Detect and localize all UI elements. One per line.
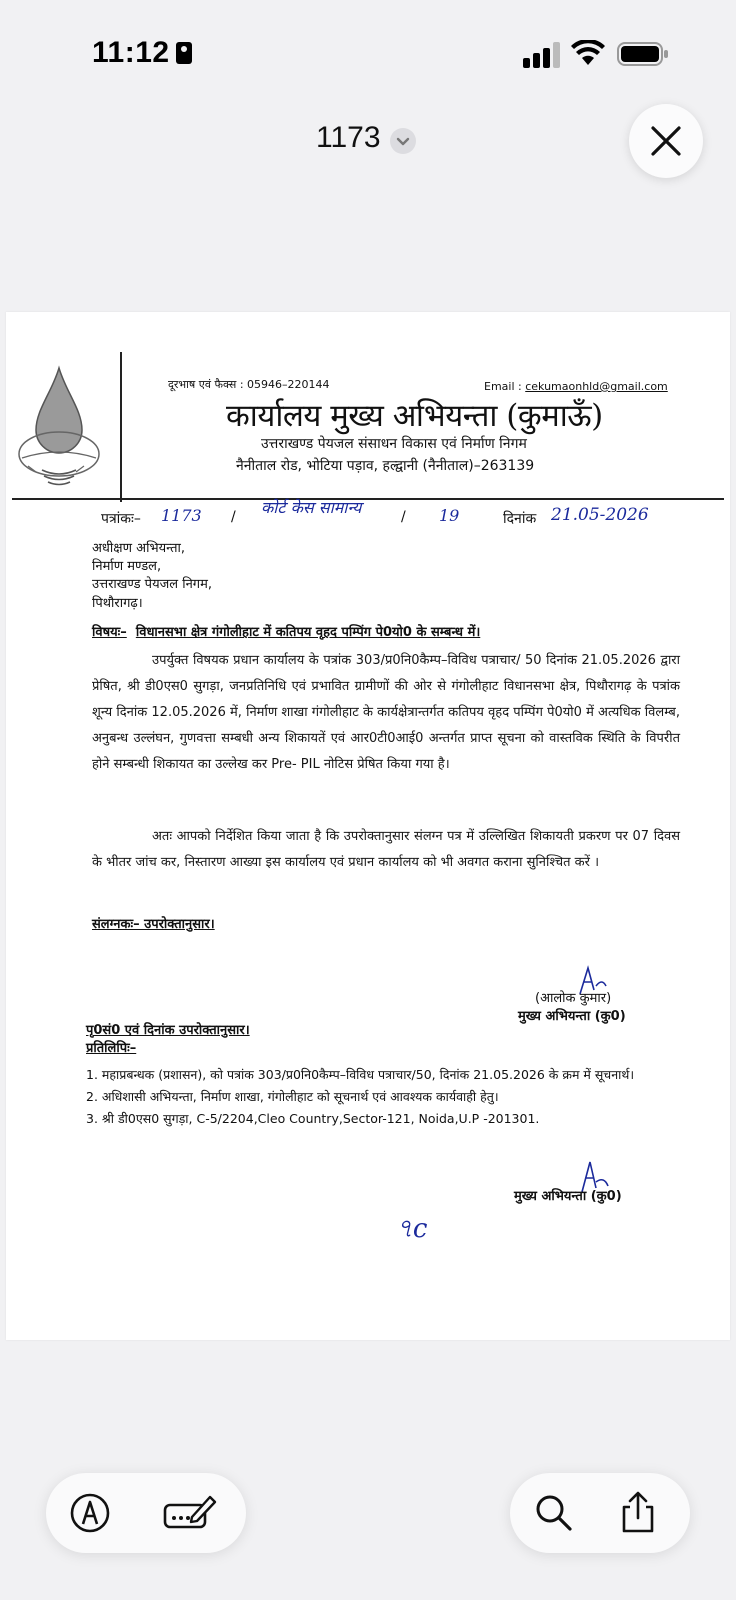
battery-icon (617, 42, 669, 66)
action-toolbar (510, 1473, 690, 1553)
copies-list (86, 1064, 674, 1130)
office-address: नैनीताल रोड, भोटिया पड़ाव, हल्द्वानी (नैनीताल)–263139 (236, 458, 535, 474)
ref-slash: / (401, 509, 406, 525)
close-icon (650, 125, 682, 157)
reference-row (101, 498, 721, 536)
jal-nigam-logo-icon (14, 362, 104, 490)
recipient-line: उत्तराखण्ड पेयजल निगम, (92, 577, 213, 593)
fill-and-sign-button[interactable] (162, 1491, 218, 1535)
markup-pen-icon (68, 1491, 112, 1535)
ref-label: पत्रांकः– (101, 511, 141, 527)
close-button[interactable] (629, 104, 703, 178)
signatory-name: (आलोक कुमार) (535, 991, 612, 1006)
badge-icon (176, 42, 192, 64)
email-line (484, 380, 668, 393)
markup-toolbar (46, 1473, 246, 1553)
recipient-block (92, 540, 212, 613)
status-time (92, 36, 192, 70)
copies-title: प्रतिलिपिः– (86, 1041, 137, 1056)
enclosure-line: संलग्नकः– उपरोक्तानुसार। (92, 917, 215, 932)
search-icon (532, 1491, 576, 1535)
cellular-signal-icon (523, 42, 561, 68)
recipient-line: निर्माण मण्डल, (92, 559, 162, 575)
handwritten-note: ৭c (396, 1214, 428, 1244)
share-icon (616, 1491, 660, 1535)
subject-label: विषयः– (92, 625, 127, 640)
copy-reference: पृ0सं0 एवं दिनांक उपरोक्तानुसार। (86, 1023, 250, 1038)
subject-line (92, 622, 480, 640)
body-paragraph-1: उपर्युक्त विषयक प्रधान कार्यालय के पत्रांक 303/प्र0नि0कैम्प–विविध पत्राचार/ 50 दिनांक 21.05.2026 द्वारा प्रेषित, श्री डी0एस0 सुगड़ा, जनप्रतिनिधि एवं प्रभावित ग्रामीणों की ओर से गंगोलीहाट विधानसभा क्षेत्र, पिथौरागढ़ के पत्रांक शून्य दिनांक 12.05.2026 में, निर्माण शाखा गंगोलीहाट के कार्यक्षेत्रान्तर्गत कतिपय वृहद पम्पिंग पे0यो0 में अत्यधिक विलम्ब, अनुबन्ध उल्लंघन, गुणवत्ता सम्बधी अन्य शिकायतें एवं आर0टी0आई0 अन्तर्गत प्राप्त सूचना को वास्तविक स्थिति के विपरीत होने सम्बन्धी शिकायत का उल्लेख कर Pre- PIL नोटिस प्रेषित किया गया है। (92, 653, 680, 772)
list-item: 1. महाप्रबन्धक (प्रशासन), को पत्रांक 303/प्र0नि0कैम्प–विविध पत्राचार/50, दिनांक 21.05.2026 के क्रम में सूचनार्थ। (86, 1067, 635, 1082)
ref-slash: / (231, 509, 236, 525)
ref-year-handwritten: 19 (439, 506, 460, 525)
ref-handwritten: 1173 (161, 506, 202, 525)
header-divider (120, 352, 122, 502)
subject-text: विधानसभा क्षेत्र गंगोलीहाट में कतिपय वृहद पम्पिंग पे0यो0 के सम्बन्ध में। (135, 625, 481, 640)
body-paragraph-2: अतः आपको निर्देशित किया जाता है कि उपरोक्तानुसार संलग्न पत्र में उल्लिखित शिकायती प्रकरण पर 07 दिवस के भीतर जांच कर, निस्तारण आख्या इस कार्यालय एवं प्रधान कार्यालय को भी अवगत कराना सुनिश्चित करें । (92, 829, 680, 870)
chevron-down-icon (390, 128, 416, 154)
date-label: दिनांक (503, 511, 537, 527)
list-item: 3. श्री डी0एस0 सुगड़ा, C-5/2204,Cleo Country,Sector-121, Noida,U.P -201301. (86, 1111, 540, 1126)
email-label: Email : (484, 380, 522, 393)
time-text: 11:12 (92, 36, 170, 69)
document-page[interactable] (6, 312, 730, 1340)
letterhead-rule (12, 498, 724, 500)
fill-and-sign-icon (162, 1491, 218, 1535)
wifi-icon (571, 40, 605, 66)
phone-fax: दूरभाष एवं फैक्स : 05946–220144 (168, 378, 330, 391)
date-handwritten: 21.05-2026 (551, 505, 649, 525)
list-item: 2. अधिशासी अभियन्ता, निर्माण शाखा, गंगोलीहाट को सूचनार्थ एवं आवश्यक कार्यवाही हेतु। (86, 1089, 499, 1104)
signatory-title: मुख्य अभियन्ता (कु0) (514, 1189, 622, 1204)
markup-button[interactable] (68, 1491, 112, 1535)
office-title: कार्यालय मुख्य अभियन्ता (कुमाऊँ) (226, 398, 603, 434)
document-title[interactable]: 1173 (316, 121, 381, 154)
title-menu-button[interactable] (390, 128, 416, 154)
organization-name: उत्तराखण्ड पेयजल संसाधन विकास एवं निर्माण निगम (261, 436, 527, 452)
status-bar (0, 0, 736, 100)
signatory-title: मुख्य अभियन्ता (कु0) (518, 1009, 626, 1024)
search-button[interactable] (532, 1491, 576, 1535)
recipient-line: पिथौरागढ़। (92, 595, 143, 611)
recipient-line: अधीक्षण अभियन्ता, (92, 541, 186, 556)
email-address[interactable]: cekumaonhld@gmail.com (525, 380, 668, 393)
ref-category-handwritten: कोर्ट केस सामान्य (261, 498, 362, 517)
share-button[interactable] (616, 1491, 660, 1535)
